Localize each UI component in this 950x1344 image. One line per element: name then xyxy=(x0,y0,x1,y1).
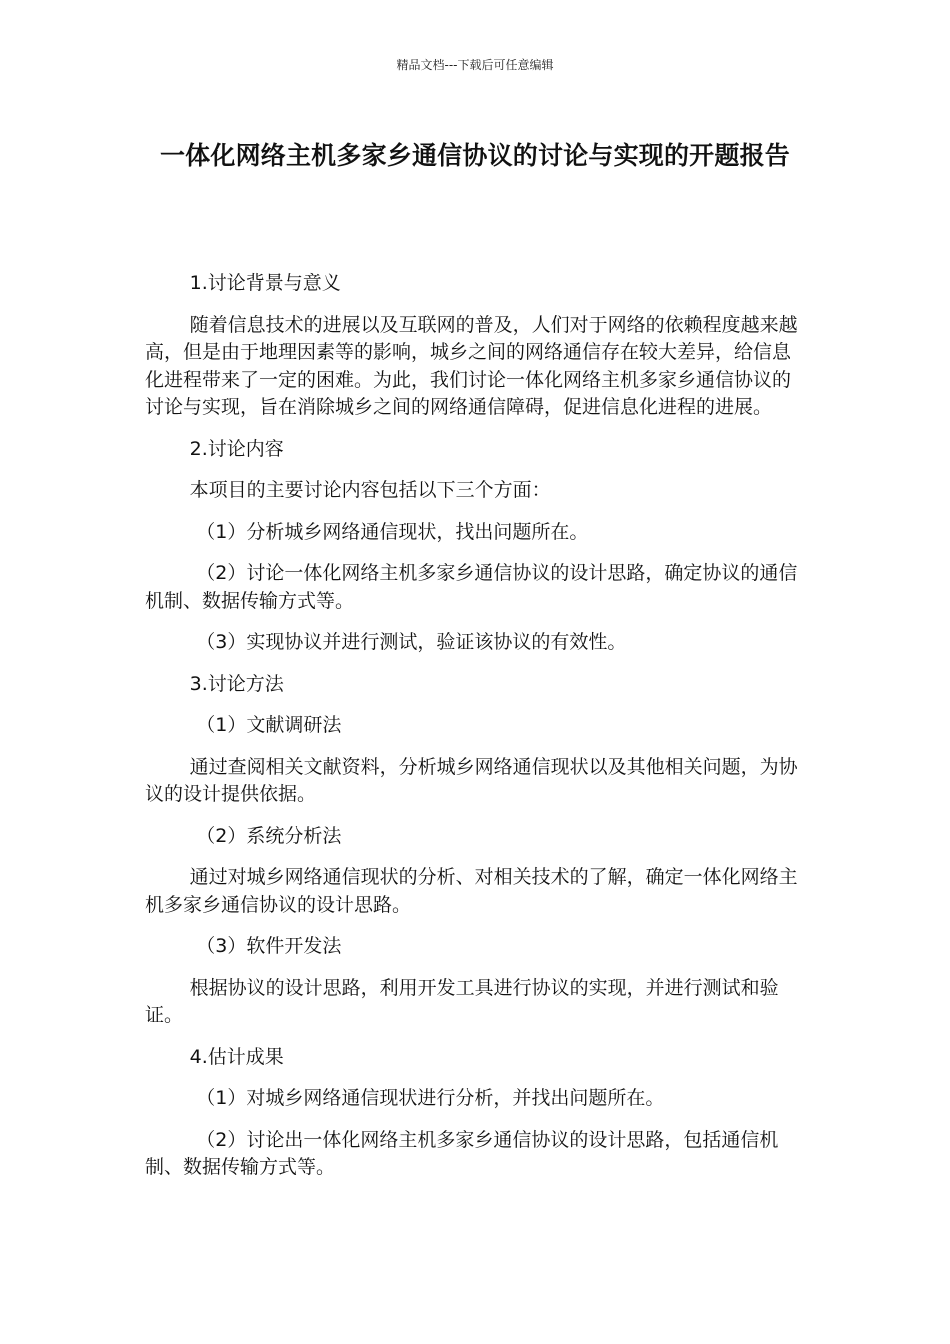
body-paragraph: 本项目的主要讨论内容包括以下三个方面： xyxy=(189,479,551,501)
list-item: （1）文献调研法 xyxy=(196,714,342,736)
list-item: （1）分析城乡网络通信现状，找出问题所在。 xyxy=(196,520,589,543)
document-body xyxy=(145,270,807,1182)
section-heading-content: 2.讨论内容 xyxy=(189,437,284,460)
body-paragraph: 通过查阅相关文献资料，分析城乡网络通信现状以及其他相关问题，为协议的设计提供依据。 xyxy=(145,755,798,805)
body-paragraph: 根据协议的设计思路，利用开发工具进行协议的实现，并进行测试和验证。 xyxy=(145,976,779,1026)
section-heading-method: 3.讨论方法 xyxy=(189,672,284,695)
list-item: （2）讨论一体化网络主机多家乡通信协议的设计思路，确定协议的通信机制、数据传输方式等。 xyxy=(145,562,798,612)
list-item: （3）软件开发法 xyxy=(196,935,342,957)
list-item: （1）对城乡网络通信现状进行分析，并找出问题所在。 xyxy=(196,1087,665,1109)
list-item: （2）系统分析法 xyxy=(196,824,342,847)
section-heading-results: 4.估计成果 xyxy=(189,1045,284,1068)
list-item: （3）实现协议并进行测试，验证该协议的有效性。 xyxy=(196,631,627,653)
list-item: （2）讨论出一体化网络主机多家乡通信协议的设计思路，包括通信机制、数据传输方式等。 xyxy=(145,1128,779,1178)
body-paragraph: 随着信息技术的进展以及互联网的普及，人们对于网络的依赖程度越来越高，但是由于地理因素等的影响，城乡之间的网络通信存在较大差异，给信息化进程带来了一定的困难。为此，我们讨论一体化网络主机多家乡通信协议的讨论与实现，旨在消除城乡之间的网络通信障碍，促进信息化进程的进展。 xyxy=(145,313,798,418)
body-paragraph: 通过对城乡网络通信现状的分析、对相关技术的了解，确定一体化网络主机多家乡通信协议的设计思路。 xyxy=(145,866,798,916)
page-header-note: 精品文档---下载后可任意编辑 xyxy=(396,58,554,72)
section-heading-background: 1.讨论背景与意义 xyxy=(189,272,341,294)
document-title: 一体化网络主机多家乡通信协议的讨论与实现的开题报告 xyxy=(159,141,790,170)
